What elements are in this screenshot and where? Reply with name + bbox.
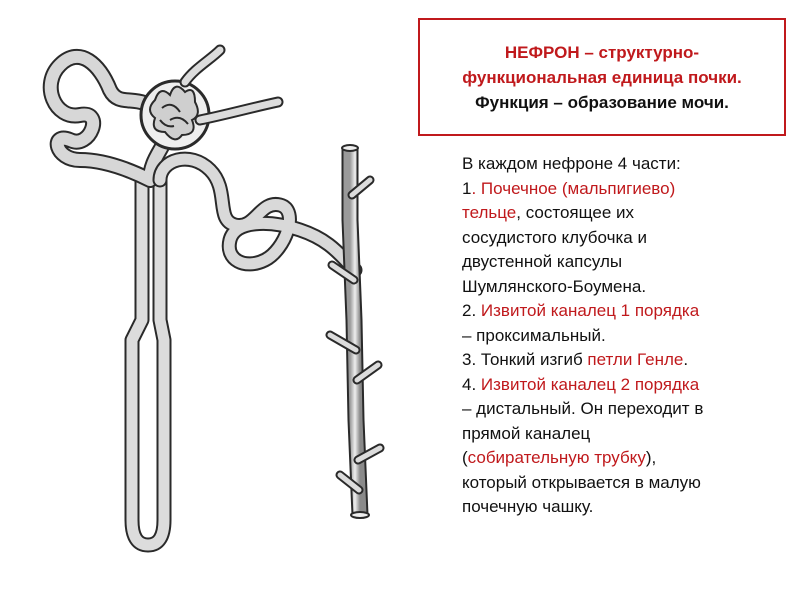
title-box <box>418 18 786 136</box>
part-2-number: 2. <box>462 301 481 320</box>
part-1-line-5: Шумлянского-Боумена. <box>462 276 647 296</box>
part-4-line-2: – дистальный. Он переходит в <box>462 399 704 418</box>
description <box>462 152 792 520</box>
part-4-term: Извитой каналец 2 порядка <box>480 374 700 394</box>
part-3-suffix: . <box>683 350 689 369</box>
loop-of-henle <box>132 180 164 545</box>
part-2-line-1 <box>462 299 792 324</box>
part-1-term-b: тельце <box>462 203 517 222</box>
part-1-term-a: . Почечное (мальпигиево) <box>471 178 676 198</box>
part-4-number: 4. <box>462 374 481 394</box>
title-line-1: НЕФРОН – структурно- <box>504 42 700 62</box>
part-2-term: Извитой каналец 1 порядка <box>480 301 700 320</box>
part-4-term-2: собирательную трубку <box>467 448 646 467</box>
collecting-duct <box>330 145 380 518</box>
renal-corpuscle <box>141 50 278 149</box>
part-1-line-3: сосудистого клубочка и <box>462 227 647 247</box>
part-4-line-3: прямой каналец <box>462 423 591 443</box>
title-line-3: Функция – образование мочи. <box>475 92 729 112</box>
part-4-line-5: который открывается в малую <box>462 472 701 492</box>
part-1-number: 1 <box>462 178 472 198</box>
part-4-line-1 <box>462 373 792 398</box>
part-2-line-2: – проксимальный. <box>462 325 606 345</box>
part-4-paren-open: ( <box>462 448 468 467</box>
nephron-illustration <box>10 20 430 580</box>
part-1-line-1 <box>462 177 792 202</box>
part-4-paren-close: ), <box>645 448 657 467</box>
distal-convoluted-tubule <box>160 159 355 270</box>
part-3-line-1 <box>462 348 792 373</box>
part-1-line-4: двустенной капсулы <box>462 252 623 271</box>
part-3-prefix: 3. Тонкий изгиб <box>462 350 588 369</box>
part-1-rest-a: , состоящее их <box>516 203 635 222</box>
desc-intro: В каждом нефроне 4 части: <box>462 154 681 173</box>
title-line-2: функциональная единица почки. <box>462 67 742 87</box>
part-3-term: петли Генле <box>587 350 684 369</box>
part-1-line-2 <box>462 201 792 226</box>
part-4-line-4 <box>462 446 792 471</box>
part-4-line-6: почечную чашку. <box>462 497 594 516</box>
